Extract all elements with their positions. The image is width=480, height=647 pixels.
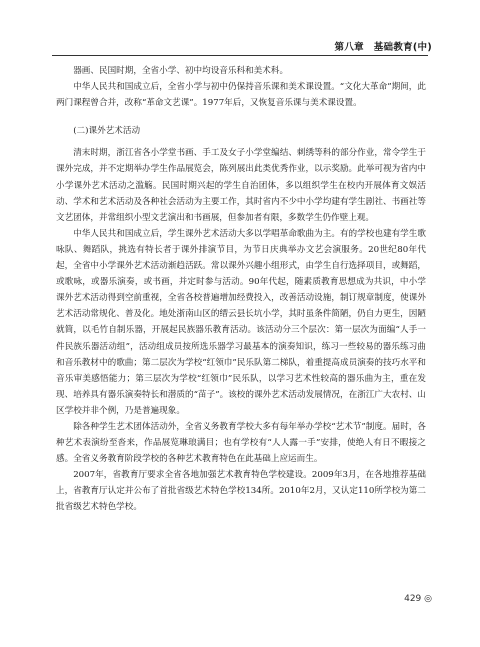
header-divider <box>52 55 428 56</box>
body-paragraph: 中华人民共和国成立后，全省小学与初中仍保持音乐课和美术课设置。“文化大革命”期间，此两门课程曾合并，改称“革命文艺课”。1977年后，又恢复音乐课与美术课设置。 <box>56 82 426 109</box>
body-paragraph: 器画、民国时期，全省小学、初中均设音乐科和美术科。 <box>73 66 289 76</box>
body-paragraph: 中华人民共和国成立后，学生课外艺术活动大多以学唱革命歌曲为主。有的学校也建有学生歌咏队、舞蹈队，挑选有特长者于课外排演节目，为节日庆典举办文艺会演服务。20世纪80年代起，全省中小学课外艺术活动渐趋活跃。常以课外兴趣小组形式，由学生自行选择项目，或舞蹈，或歌咏，或器乐演奏，或书画，并定时参与活动。90年代起，随素质教育思想成为共识，中小学课外艺术活动得到空前重视，全省各校普遍增加经费投入，改善活动设施，制订规章制度，使课外艺术活动常规化、普及化。地处浙南山区的缙云县长坑小学，其时虽条件简陋，仍自力更生，因陋就简，以毛竹自制乐器，开展起民族器乐教育活动。该活动分三个层次：第一层次为面编“人手一件民族乐器活动组”，活动组成员按所选乐器学习最基本的演奏知识，练习一些较易的器乐练习曲和音乐教材中的歌曲；第二层次为学校“红领巾”民乐队第二梯队，着重提高成员演奏的技巧水平和音乐审美感悟能力；第三层次为学校“红领巾”民乐队，以学习艺术性较高的器乐曲为主，重在发现、培养具有器乐演奏特长和潜质的“苗子”。该校的课外艺术活动发展情况，在浙江广大农村、山区学校并非个例，乃是普遍现象。 <box>56 228 426 416</box>
page-body <box>56 63 426 516</box>
page-number: 429 ◎ <box>404 594 432 604</box>
chapter-running-header: 第八章 基础教育(中) <box>334 42 432 53</box>
body-paragraph: 除各种学生艺术团体活动外，全省义务教育学校大多有每年举办学校“艺术节”制度。届时，各种艺术表演纷至沓来，作品展览琳琅满目；也有学校有“人人露一手”安排，使绝人有日不暇接之感。全省义务教育阶段学校的各种艺术教育特色在此基础上应运而生。 <box>56 421 426 465</box>
section-heading: (二)课外艺术活动 <box>73 126 141 137</box>
body-paragraph: 2007年，省教育厅要求全省各地加强艺术教育特色学校建设。2009年3月，在各地推荐基础上，省教育厅认定并公布了首批省级艺术特色学校134所。2010年2月，又认定110所学校为第二批省级艺术特色学校。 <box>56 470 426 513</box>
body-paragraph: 清末时期，浙江省各小学堂书画、手工及女子小学堂编结、刺绣等科的部分作业，常令学生于课外完成，并不定期举办学生作品展览会，陈列展出此类优秀作业，以示奖励。此举可视为省内中小学课外艺术活动之滥觞。民国时期兴起的学生自治团体，多以组织学生在校内开展体育文娱活动、学术和艺术活动及各种社会活动为主要工作，其时省内不少中小学均建有学生剧社、书画社等文艺团体，并常组织小型文艺演出和书画展，但参加者有限，多数学生仍作壁上观。 <box>56 148 426 223</box>
